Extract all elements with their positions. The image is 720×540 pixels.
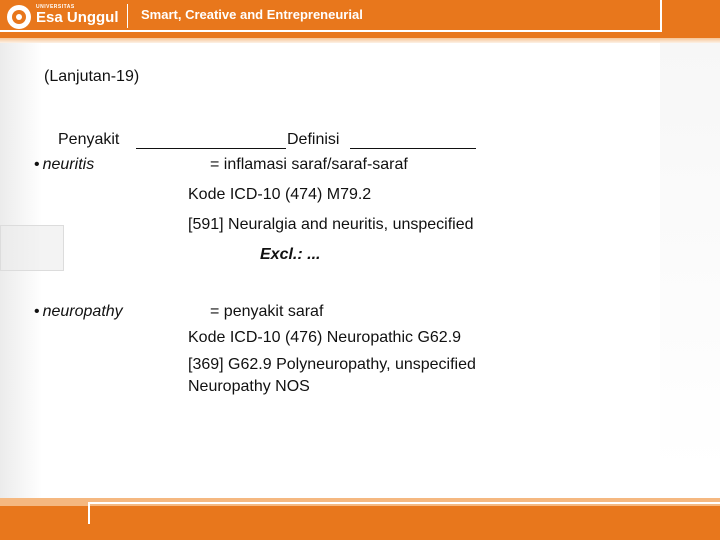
definition-exclusion: Excl.: ... xyxy=(260,246,321,263)
footer-frame-line xyxy=(88,502,720,524)
definition-line: Neuropathy NOS xyxy=(188,378,310,395)
logo-name: Esa Unggul xyxy=(36,9,119,26)
definition-line: = penyakit saraf xyxy=(210,303,324,320)
header-underline xyxy=(350,148,476,149)
term-label: neuropathy xyxy=(42,303,123,320)
bullet: • xyxy=(34,303,40,320)
term-neuropathy xyxy=(34,302,123,322)
university-logo-icon xyxy=(7,5,31,29)
term-neuritis xyxy=(34,155,94,175)
bullet: • xyxy=(34,156,40,173)
logo-university-label: UNIVERSITAS xyxy=(36,4,75,10)
column-header-definisi: Definisi xyxy=(287,131,340,148)
header-strip xyxy=(0,38,720,43)
definition-line: Kode ICD-10 (474) M79.2 xyxy=(188,186,372,203)
header-band xyxy=(0,0,720,38)
definition-line: [591] Neuralgia and neuritis, unspecified xyxy=(188,216,474,233)
header-divider xyxy=(127,4,128,28)
column-header-penyakit: Penyakit xyxy=(58,131,120,148)
right-shade xyxy=(660,43,720,473)
definition-line: Kode ICD-10 (476) Neuropathic G62.9 xyxy=(188,329,462,346)
header-underline xyxy=(136,148,286,149)
term-label: neuritis xyxy=(42,156,95,173)
slide-subtitle: (Lanjutan-19) xyxy=(44,68,140,85)
decorative-box xyxy=(0,225,64,271)
definition-line: [369] G62.9 Polyneuropathy, unspecified xyxy=(188,356,476,373)
definition-line: = inflamasi saraf/saraf-saraf xyxy=(210,156,408,173)
tagline: Smart, Creative and Entrepreneurial xyxy=(141,7,363,22)
